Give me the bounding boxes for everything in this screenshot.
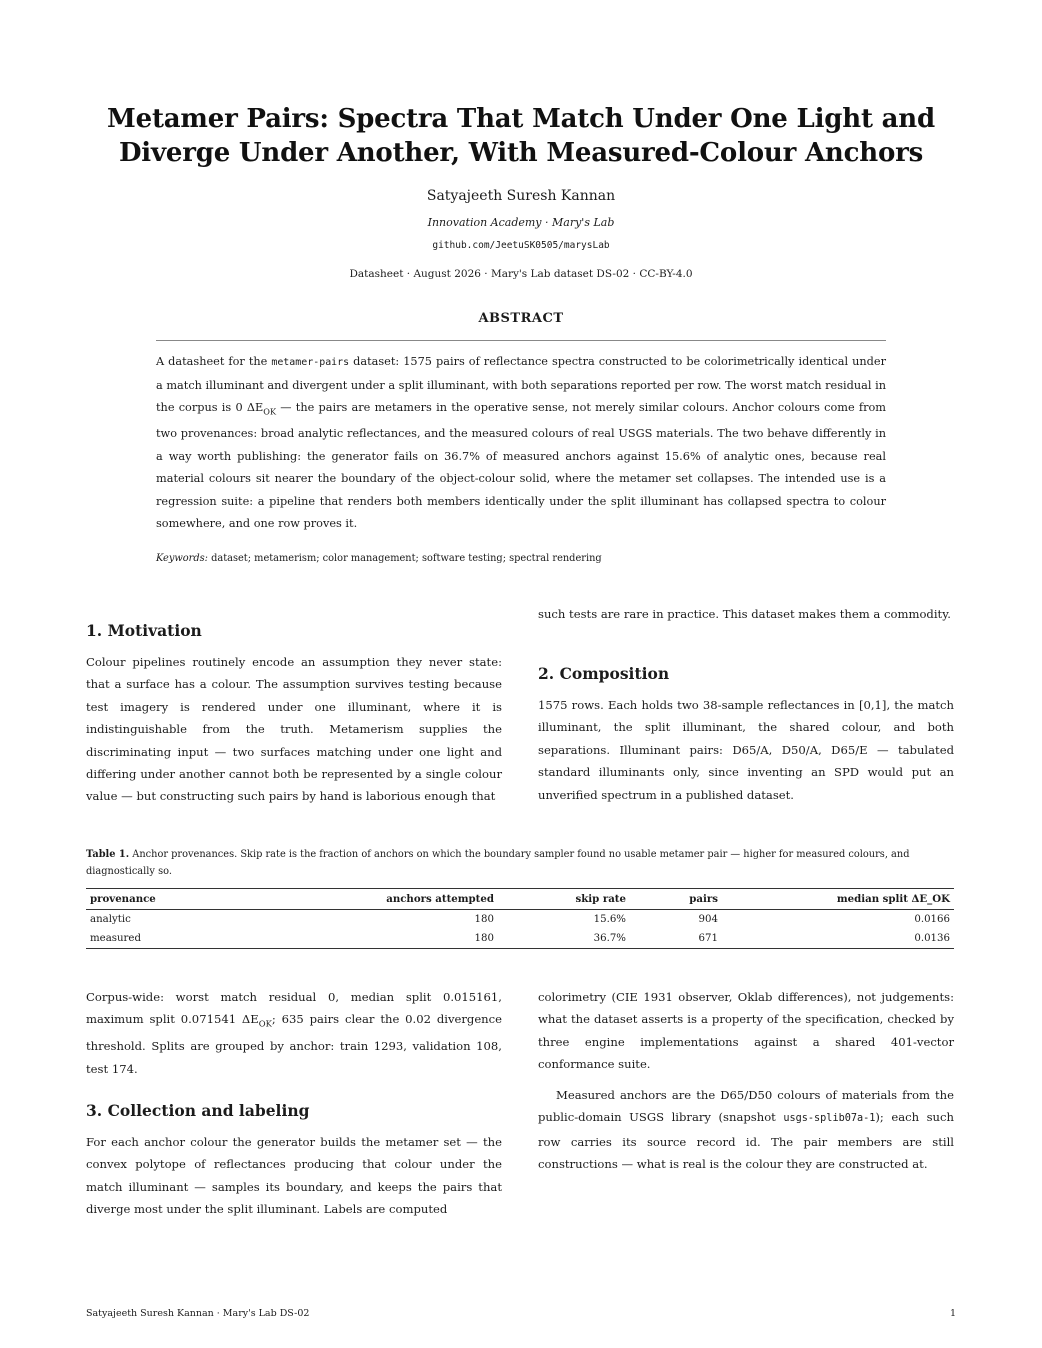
paper-title xyxy=(60,102,982,170)
measured-anchors-paragraph xyxy=(538,1084,954,1176)
column-header: median split ΔE_OK xyxy=(836,893,950,905)
corpus-paragraph xyxy=(86,986,502,1080)
collection-continued xyxy=(538,1084,954,1176)
table-cell: analytic xyxy=(90,914,131,925)
section-motivation xyxy=(86,620,502,808)
provenance-table xyxy=(86,888,954,949)
section-heading: 2. Composition xyxy=(538,664,670,683)
affiliation: Innovation Academy · Mary's Lab xyxy=(427,216,615,229)
table-cell: 15.6% xyxy=(593,914,626,925)
collection-continuation xyxy=(538,986,954,1076)
collection-paragraph-continued: colorimetry (CIE 1931 observer, Oklab differences), not judgements: what the dataset asserts is a property of the specification, checked by three engine implementations against a shared 401-vector conformance suite. xyxy=(538,990,954,1072)
table-cell: 904 xyxy=(698,914,718,925)
author-name: Satyajeeth Suresh Kannan xyxy=(426,188,616,204)
column-header: provenance xyxy=(90,893,156,905)
page-footer: Satyajeeth Suresh Kannan · Mary's Lab DS-02 xyxy=(86,1308,310,1319)
collection-paragraph: For each anchor colour the generator builds the metamer set — the convex polytope of reflectances producing that colour under the match illuminant — samples its boundary, and keeps the pairs that diverge most under the split illuminant. Labels are computed xyxy=(86,1134,502,1217)
table-cell: 180 xyxy=(474,914,494,925)
table-caption xyxy=(86,846,956,880)
keywords-list: dataset; metamerism; color management; software testing; spectral rendering xyxy=(207,553,602,564)
corpus-text: ; 635 pairs clear the 0.02 divergence threshold. Splits are grouped by anchor: train 1293, validation 108, test 174. xyxy=(86,1012,503,1076)
table-label: Table 1. xyxy=(86,849,130,860)
repository-url: github.com/JeetuSK0505/marysLab xyxy=(432,240,610,251)
paper-meta: Datasheet · August 2026 · Mary's Lab dataset DS-02 · CC-BY-4.0 xyxy=(349,268,693,280)
title-line-1: Metamer Pairs: Spectra That Match Under One Light and xyxy=(107,104,935,134)
column-header: anchors attempted xyxy=(386,893,494,905)
keywords-label: Keywords: xyxy=(156,553,208,564)
keywords xyxy=(156,553,886,564)
corpus-text: Corpus-wide: worst match residual 0, median split 0.015161, maximum split 0.071541 ΔE xyxy=(86,990,502,1027)
page-number: 1 xyxy=(949,1308,956,1319)
column-header: pairs xyxy=(689,893,718,905)
paragraph-text: ); each such row carries its source record id. The pair members are still constructions — what is real is the colour they are constructed at. xyxy=(538,1110,954,1172)
composition-paragraph: 1575 rows. Each holds two 38-sample reflectances in [0,1], the match illuminant, the split illuminant, the shared colour, and both separations. Illuminant pairs: D65/A, D50/A, D65/E — tabulated standard illuminants only, since inventing an SPD would put an unverified spectrum in a published dataset. xyxy=(538,698,954,802)
column-header: skip rate xyxy=(575,893,626,905)
section-heading: 3. Collection and labeling xyxy=(86,1100,310,1120)
table-cell: 671 xyxy=(698,933,718,944)
section-heading: 1. Motivation xyxy=(86,621,202,640)
table-cell: 36.7% xyxy=(593,933,626,944)
abstract-heading: ABSTRACT xyxy=(478,311,564,326)
table-row xyxy=(86,910,954,930)
unit-subscript: OK xyxy=(258,1018,272,1029)
title-line-2: Diverge Under Another, With Measured-Colour Anchors xyxy=(118,138,924,168)
abstract-body xyxy=(156,351,886,536)
table-cell: 0.0166 xyxy=(914,914,950,925)
snapshot-code: usgs-splib07a-1 xyxy=(783,1113,876,1125)
table-row xyxy=(86,929,954,949)
paragraph-text: Measured anchors are the D65/D50 colours of materials from the public-domain USGS library (snapshot xyxy=(538,1088,954,1125)
motivation-paragraph-continued: such tests are rare in practice. This dataset makes them a commodity. xyxy=(538,607,951,621)
abstract-text: dataset: 1575 pairs of reflectance spectra constructed to be colorimetrically identical under a match illuminant and divergent under a split illuminant, with both separations reported per row. The worst match residual in the corpus is 0 ΔE xyxy=(156,355,886,415)
table-cell: 0.0136 xyxy=(914,933,950,944)
table-cell: 180 xyxy=(474,933,494,944)
dataset-code: metamer-pairs xyxy=(271,357,350,368)
table-cell: measured xyxy=(90,933,141,944)
abstract-divider xyxy=(156,340,886,341)
corpus-summary xyxy=(86,986,502,1221)
abstract-text: A datasheet for the xyxy=(156,355,272,368)
caption-text: Anchor provenances. Skip rate is the fraction of anchors on which the boundary sampler found no usable metamer pair — higher for measured colours, and diagnostically so. xyxy=(86,849,910,877)
motivation-paragraph: Colour pipelines routinely encode an assumption they never state: that a surface has a colour. The assumption survives testing because test imagery is rendered under one illuminant, where it is indistinguishable from the truth. Metamerism supplies the discriminating input — two surfaces matching under one light and differing under another cannot both be represented by a single colour value — but constructing such pairs by hand is laborious enough that xyxy=(86,655,502,804)
unit-subscript: OK xyxy=(263,406,277,417)
section-composition xyxy=(538,663,954,806)
motivation-continuation xyxy=(538,603,954,625)
table-header-row xyxy=(86,889,954,910)
abstract-text: — the pairs are metamers in the operative sense, not merely similar colours. Anchor colours come from two provenances: broad analytic reflectances, and the measured colours of real USGS materials. The two behave differently in a way worth publishing: the generator fails on 36.7% of measured anchors against 15.6% of analytic ones, because real material colours sit nearer the boundary of the object-colour solid, where the metamer set collapses. The intended use is a regression suite: a pipeline that renders both members identically under the split illuminant has collapsed spectra to colour somewhere, and one row proves it. xyxy=(156,401,886,531)
